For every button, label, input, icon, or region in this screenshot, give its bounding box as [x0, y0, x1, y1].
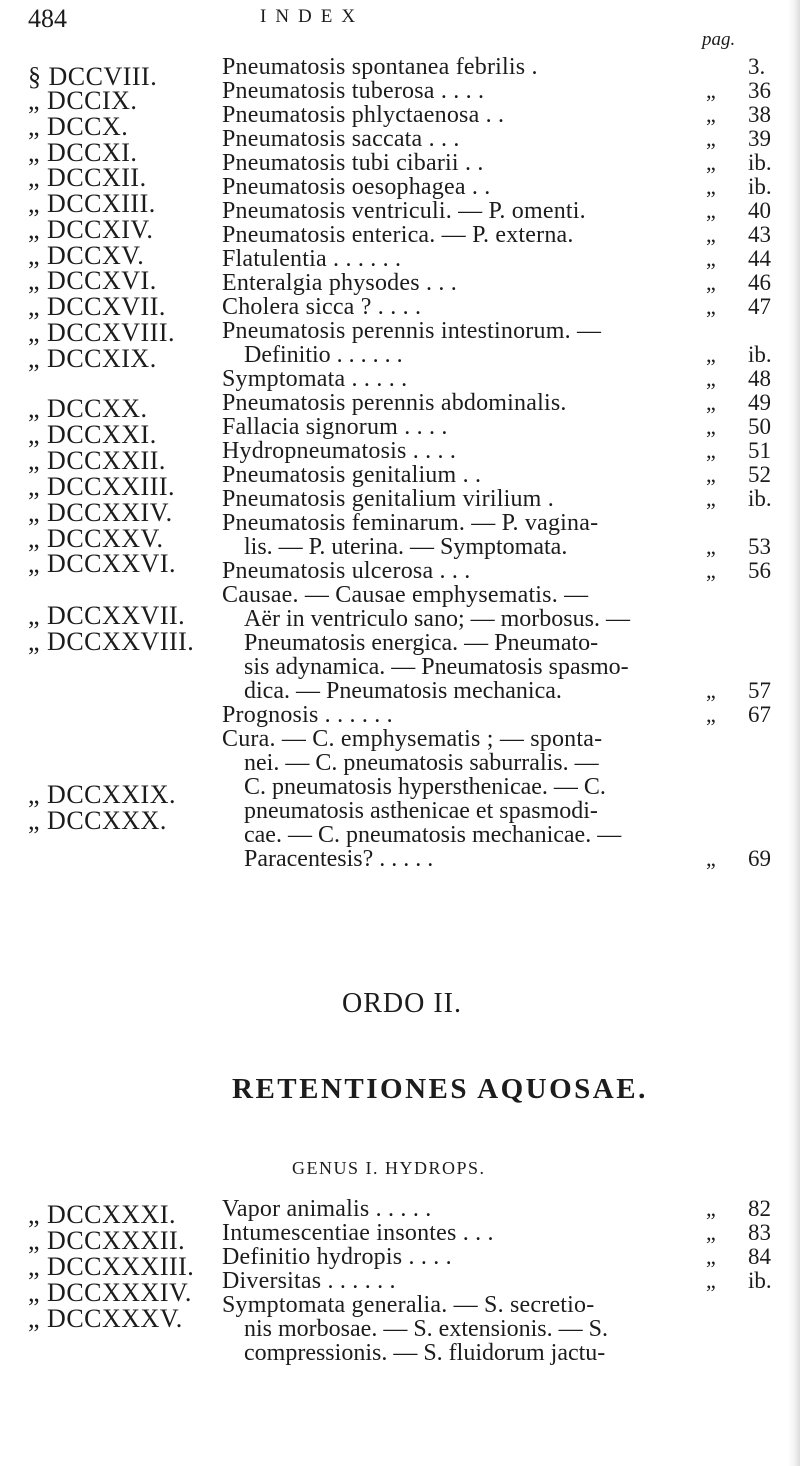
section-number: „ DCCXXIX. [28, 780, 176, 809]
page-reference: ib. [748, 486, 772, 511]
index-entry-text: Fallacia signorum . . . . [222, 414, 448, 440]
ditto-mark: „ [706, 1196, 716, 1221]
index-entry-text: cae. — C. pneumatosis mechanicae. — [244, 822, 622, 848]
section-number: „ DCCXXII. [28, 446, 166, 475]
section-number: § DCCVIII. [28, 62, 158, 91]
page-reference: 36 [748, 78, 771, 103]
page-reference: 39 [748, 126, 771, 151]
index-entry-text: Pneumatosis feminarum. — P. vagina- [222, 510, 599, 536]
ditto-mark: „ [706, 534, 716, 559]
index-entry-text: Cholera sicca ? . . . . [222, 294, 422, 320]
page-reference: ib. [748, 1268, 772, 1293]
page-reference: 67 [748, 702, 771, 727]
section-number: „ DCCXXXIII. [28, 1252, 195, 1281]
ditto-mark: „ [706, 126, 716, 151]
page-number: 484 [28, 4, 67, 33]
index-entry-text: nei. — C. pneumatosis saburralis. — [244, 750, 599, 776]
page-reference: 44 [748, 246, 771, 271]
ditto-mark: „ [706, 150, 716, 175]
page-reference: 40 [748, 198, 771, 223]
section-number: „ DCCXXVIII. [28, 627, 195, 656]
section-number: „ DCCXIX. [28, 344, 157, 373]
index-entry-text: Pneumatosis enterica. — P. externa. [222, 222, 574, 248]
ditto-mark: „ [706, 678, 716, 703]
ditto-mark: „ [706, 366, 716, 391]
index-entry-text: Pneumatosis tuberosa . . . . [222, 78, 485, 104]
ditto-mark: „ [706, 198, 716, 223]
index-entry-text: Symptomata . . . . . [222, 366, 408, 392]
section-number: „ DCCXXIII. [28, 472, 176, 501]
section-number: „ DCCXXXIV. [28, 1278, 192, 1307]
ditto-mark: „ [706, 702, 716, 727]
ditto-mark: „ [706, 174, 716, 199]
index-entry-text: compressionis. — S. fluidorum jactu- [244, 1340, 606, 1366]
index-entry-text: Pneumatosis perennis intestinorum. — [222, 318, 602, 344]
page-reference: 49 [748, 390, 771, 415]
ditto-mark: „ [706, 1244, 716, 1269]
section-number: „ DCCXXV. [28, 524, 164, 553]
index-entry-text: Enteralgia physodes . . . [222, 270, 457, 296]
ditto-mark: „ [706, 78, 716, 103]
index-entry-text: Pneumatosis phlyctaenosa . . [222, 102, 505, 128]
running-header: INDEX [260, 6, 365, 27]
section-number: „ DCCXXXII. [28, 1226, 186, 1255]
page-reference: 82 [748, 1196, 771, 1221]
index-entry-text: sis adynamica. — Pneumatosis spasmo- [244, 654, 629, 680]
ditto-mark: „ [706, 462, 716, 487]
section-number: „ DCCX. [28, 112, 129, 141]
section-number: „ DCCXII. [28, 163, 147, 192]
ditto-mark: „ [706, 414, 716, 439]
class-heading: RETENTIONES AQUOSAE. [232, 1073, 648, 1105]
index-entry-text: Flatulentia . . . . . . [222, 246, 402, 272]
genus-heading: GENUS I. HYDROPS. [292, 1158, 486, 1178]
ditto-mark: „ [706, 294, 716, 319]
index-entry-text: Definitio . . . . . . [244, 342, 403, 368]
page-reference: 51 [748, 438, 771, 463]
index-entry-text: dica. — Pneumatosis mechanica. [244, 678, 562, 704]
ditto-mark: „ [706, 102, 716, 127]
page-reference: 48 [748, 366, 771, 391]
section-number: „ DCCXVIII. [28, 318, 176, 347]
page-reference: 3. [748, 54, 766, 79]
page-reference: 57 [748, 678, 771, 703]
index-entry-text: Pneumatosis genitalium virilium . [222, 486, 554, 512]
index-entry-text: Pneumatosis genitalium . . [222, 462, 482, 488]
index-entry-text: Symptomata generalia. — S. secretio- [222, 1292, 595, 1318]
ditto-mark: „ [706, 438, 716, 463]
index-entry-text: Pneumatosis tubi cibarii . . [222, 150, 484, 176]
index-entry-text: C. pneumatosis hypersthenicae. — C. [244, 774, 606, 800]
page-reference: 50 [748, 414, 771, 439]
page-reference: ib. [748, 342, 772, 367]
ditto-mark: „ [706, 270, 716, 295]
ordo-heading: ORDO II. [342, 988, 462, 1019]
index-entry-text: nis morbosae. — S. extensionis. — S. [244, 1316, 608, 1342]
index-entry-text: Definitio hydropis . . . . [222, 1244, 452, 1270]
page-reference: 43 [748, 222, 771, 247]
section-number: „ DCCXXIV. [28, 498, 173, 527]
index-entry-text: Paracentesis? . . . . . [244, 846, 434, 872]
ditto-mark: „ [706, 846, 716, 871]
index-entry-text: Causae. — Causae emphysematis. — [222, 582, 589, 608]
ditto-mark: „ [706, 342, 716, 367]
index-entry-text: Hydropneumatosis . . . . [222, 438, 457, 464]
pag-label: pag. [702, 29, 736, 50]
index-entry-text: Cura. — C. emphysematis ; — sponta- [222, 726, 603, 752]
index-entry-text: Diversitas . . . . . . [222, 1268, 396, 1294]
page-reference: ib. [748, 174, 772, 199]
page-reference: 84 [748, 1244, 771, 1269]
page-reference: 52 [748, 462, 771, 487]
page-reference: 83 [748, 1220, 771, 1245]
section-number: „ DCCXVII. [28, 292, 166, 321]
section-number: „ DCCXXI. [28, 420, 157, 449]
ditto-mark: „ [706, 222, 716, 247]
section-number: „ DCCXVI. [28, 266, 157, 295]
section-number: „ DCCXI. [28, 138, 138, 167]
index-entry-text: Prognosis . . . . . . [222, 702, 393, 728]
ditto-mark: „ [706, 558, 716, 583]
page-reference: 56 [748, 558, 771, 583]
section-number: „ DCCXIV. [28, 215, 154, 244]
index-entry-text: Pneumatosis perennis abdominalis. [222, 390, 567, 416]
index-entry-text: Pneumatosis ventriculi. — P. omenti. [222, 198, 586, 224]
ditto-mark: „ [706, 390, 716, 415]
index-entry-text: Pneumatosis spontanea febrilis . [222, 54, 538, 80]
index-entry-text: Pneumatosis ulcerosa . . . [222, 558, 471, 584]
index-entry-text: Vapor animalis . . . . . [222, 1196, 432, 1222]
index-entry-text: lis. — P. uterina. — Symptomata. [244, 534, 568, 560]
ditto-mark: „ [706, 246, 716, 271]
page-reference: 47 [748, 294, 771, 319]
section-number: „ DCCXIII. [28, 189, 156, 218]
index-entry-text: pneumatosis asthenicae et spasmodi- [244, 798, 598, 824]
section-number: „ DCCXX. [28, 394, 148, 423]
page-edge [788, 0, 800, 1466]
section-number: „ DCCXXXV. [28, 1304, 183, 1333]
section-number: „ DCCIX. [28, 86, 138, 115]
index-entry-text: Aër in ventriculo sano; — morbosus. — [244, 606, 630, 632]
index-entry-text: Pneumatosis energica. — Pneumato- [244, 630, 599, 656]
section-number: „ DCCXV. [28, 241, 145, 270]
index-entry-text: Pneumatosis saccata . . . [222, 126, 460, 152]
page-reference: 38 [748, 102, 771, 127]
ditto-mark: „ [706, 1268, 716, 1293]
page-reference: ib. [748, 150, 772, 175]
ditto-mark: „ [706, 1220, 716, 1245]
index-entry-text: Intumescentiae insontes . . . [222, 1220, 494, 1246]
section-number: „ DCCXXXI. [28, 1200, 176, 1229]
section-number: „ DCCXXVII. [28, 601, 186, 630]
page-reference: 53 [748, 534, 771, 559]
page-reference: 46 [748, 270, 771, 295]
page-reference: 69 [748, 846, 771, 871]
section-number: „ DCCXXX. [28, 806, 167, 835]
ditto-mark: „ [706, 486, 716, 511]
index-entry-text: Pneumatosis oesophagea . . [222, 174, 491, 200]
section-number: „ DCCXXVI. [28, 549, 176, 578]
